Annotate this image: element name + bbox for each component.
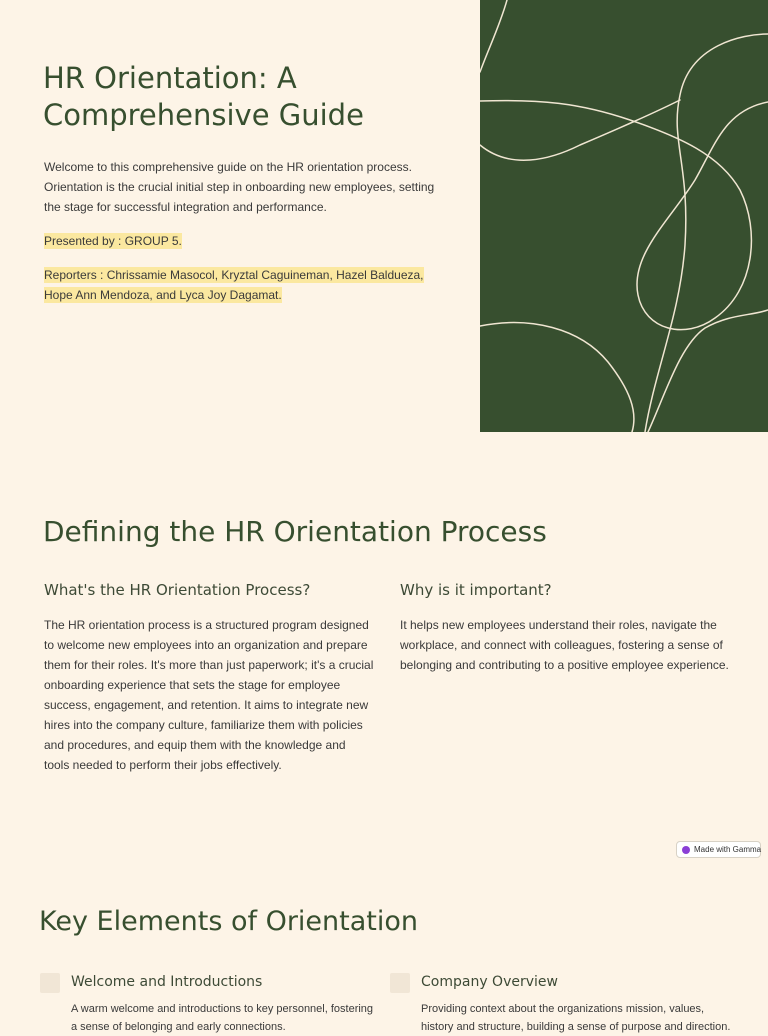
line-art-svg [480, 0, 768, 432]
element-title: Welcome and Introductions [71, 974, 263, 990]
presented-by [44, 231, 444, 251]
line-art-curve-1 [480, 0, 507, 72]
element-title: Company Overview [421, 974, 558, 990]
made-with-gamma-badge[interactable] [676, 841, 761, 858]
line-art-curve-5 [480, 323, 634, 432]
decorative-line-art [480, 0, 768, 432]
right-column-heading: Why is it important? [400, 581, 552, 599]
gamma-logo-icon [682, 846, 690, 854]
left-column-text: The HR orientation process is a structured program designed to welcome new employees into an organization and prepare them for their roles. It's more than just paperwork; it's a crucial onboarding experience that sets the stage for employee success, engagement, and retention. It aims to integrate new hires into the company culture, familiarize them with policies and procedures, and equip them with the knowledge and tools needed to perform their jobs effectively. [44, 618, 374, 772]
badge-label: Made with Gamma [694, 845, 762, 854]
line-art-curve-4 [480, 100, 680, 160]
welcome-icon [40, 973, 60, 993]
element-text: Providing context about the organizations mission, values, history and structure, building a sense of purpose and direction. [421, 1003, 731, 1033]
presented-by-text: Presented by : GROUP 5. [44, 234, 182, 248]
element-text: A warm welcome and introductions to key personnel, fostering a sense of belonging and early connections. [71, 1003, 374, 1033]
line-art-curve-2 [645, 34, 768, 432]
reporters [44, 265, 444, 305]
page-title: HR Orientation: A Comprehensive Guide [43, 61, 364, 132]
right-column-text: It helps new employees understand their roles, navigate the workplace, and connect with colleagues, fostering a sense of belonging and contributing to a positive employee experience. [400, 618, 729, 672]
company-overview-icon [390, 973, 410, 993]
intro-paragraph: Welcome to this comprehensive guide on the HR orientation process. Orientation is the crucial initial step in onboarding new employees, setting the stage for successful integration and performance. [44, 160, 435, 214]
section-title: Key Elements of Orientation [39, 906, 419, 937]
line-art-curve-3 [480, 101, 768, 330]
section-title: Defining the HR Orientation Process [43, 515, 547, 548]
reporters-text: Reporters : Chrissamie Masocol, Kryztal Caguineman, Hazel Baldueza, Hope Ann Mendoza, and Lyca Joy Dagamat. [44, 268, 424, 302]
line-art-curve-6 [648, 310, 768, 432]
left-column-heading: What's the HR Orientation Process? [44, 581, 311, 599]
